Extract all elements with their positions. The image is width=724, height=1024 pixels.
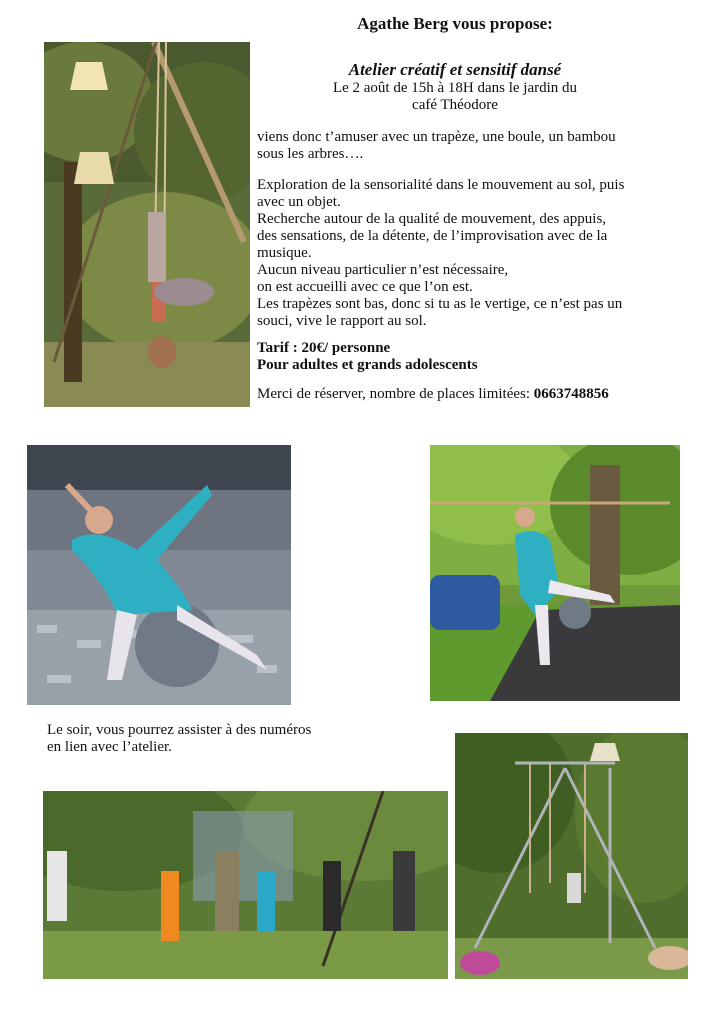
date-line-2: café Théodore <box>412 97 498 113</box>
photo-trapeze-tree <box>44 42 250 407</box>
phone-number: 0663748856 <box>533 386 609 402</box>
evening-line-2: en lien avec l’atelier. <box>47 739 172 755</box>
date-location <box>300 80 610 114</box>
description-line: souci, vive le rapport au sol. <box>257 313 427 329</box>
description-paragraph <box>257 177 677 330</box>
photo-dancer-ball <box>27 445 291 705</box>
booking-text: Merci de réserver, nombre de places limitées: <box>257 386 534 402</box>
evening-line-1: Le soir, vous pourrez assister à des numéros <box>47 722 312 738</box>
evening-note <box>47 722 367 756</box>
photo-dancer-garden <box>430 445 680 701</box>
photo-group-lawn <box>43 791 448 979</box>
description-line: des sensations, de la détente, de l’improvisation avec de la <box>257 228 608 244</box>
description-line: Recherche autour de la qualité de mouvement, des appuis, <box>257 211 607 227</box>
intro-line: sous les arbres…. <box>257 146 364 162</box>
audience-line: Pour adultes et grands adolescents <box>257 357 478 373</box>
description-line: on est accueilli avec ce que l’on est. <box>257 279 473 295</box>
description-line: Aucun niveau particulier n’est nécessaire, <box>257 262 509 278</box>
description-line: Exploration de la sensorialité dans le mouvement au sol, puis <box>257 177 625 193</box>
date-line-1: Le 2 août de 15h à 18H dans le jardin du <box>332 80 578 96</box>
photo-trapeze-frame <box>455 733 688 979</box>
page-title: Agathe Berg vous propose: <box>357 14 553 33</box>
description-line: Les trapèzes sont bas, donc si tu as le vertige, ce n’est pas un <box>257 296 623 312</box>
booking-line <box>257 386 677 403</box>
price-line: Tarif : 20€/ personne <box>257 340 391 356</box>
intro-paragraph <box>257 129 677 163</box>
intro-line: viens donc t’amuser avec un trapèze, une boule, un bambou <box>257 129 616 145</box>
description-line: avec un objet. <box>257 194 341 210</box>
description-line: musique. <box>257 245 312 261</box>
workshop-title: Atelier créatif et sensitif dansé <box>348 60 562 79</box>
